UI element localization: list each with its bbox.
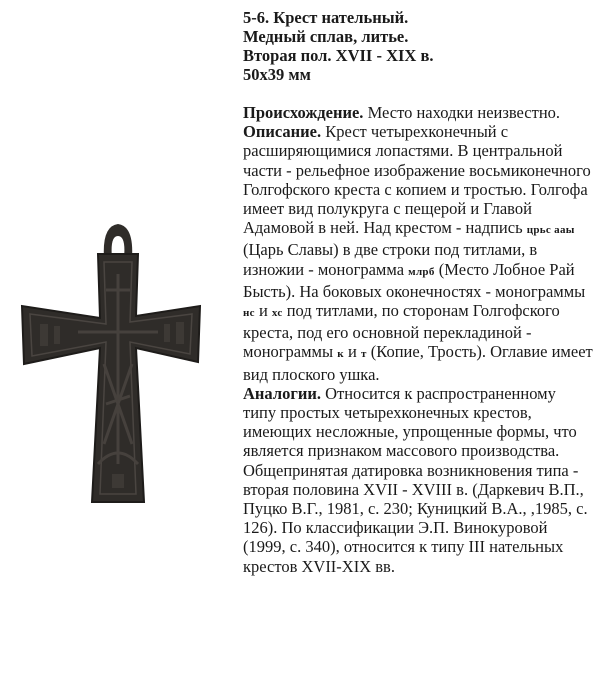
description-text-6: и [343, 342, 361, 362]
slavonic-inscription-1: црьс ааы [526, 224, 575, 237]
catalog-text [243, 8, 593, 576]
catalog-header [243, 8, 593, 84]
catalog-number-title: 5-6. Крест нательный. [243, 8, 409, 27]
description-label: Описание. [243, 122, 322, 142]
slavonic-inscription-4: хс [271, 307, 283, 320]
description-text-3: (Место Лобное Рай Бысть). На боковых оконечностях - монограммы [243, 259, 586, 301]
material-line: Медный сплав, литье. [243, 27, 409, 46]
slavonic-inscription-2: млрб [408, 265, 435, 278]
analogies-label: Аналогии. [243, 383, 321, 403]
origin-text: Место находки неизвестно. [363, 103, 561, 122]
slavonic-inscription-3: нс [243, 307, 255, 320]
slavonic-inscription-5: к [337, 348, 344, 361]
origin-label: Происхождение. [243, 103, 364, 122]
description-text-7: (Копие, Трость). Оглавие имеет вид плоского ушка. [243, 342, 593, 384]
description-text-5: под титлами, по сторонам Голгофского креста, под его основной перекладиной - монограммы [243, 301, 560, 362]
cross-photo [18, 214, 218, 514]
cross-loop [104, 224, 132, 258]
analogies-text: Относится к распространенному типу простых четырехконечных крестов, имеющих несложные, упрощенные формы, что является признаком массового производства. Общепринятая датировка возникновения типа - вторая половина XVII - XVIII в. (Даркевич В.П., Пуцко В.Г., 1981, с. 230; Куницкий В.А., ,1985, с. 126). По классификации Э.П. Винокуровой (1999, с. 340), относится к типу III нательных крестов XVII-XIX вв. [243, 383, 588, 576]
dimensions-line: 50х39 мм [243, 65, 311, 84]
description-text-2: (Царь Славы) в две строки под титлами, в изножии - монограмма [243, 240, 538, 279]
description-text-1: Крест четырехконечный с расширяющимися лопастями. В центральной части - рельефное изображение восьмиконечного Голгофского креста с копием и тростью. Голгофа имеет вид полукруга с пещерой и Главой Адамовой в ней. Над крестом - надпись [243, 122, 591, 238]
slavonic-inscription-6: т [360, 348, 367, 361]
golgotha-cross-relief [78, 274, 158, 464]
description-text-4: и [254, 301, 272, 321]
description-block [243, 103, 593, 576]
date-line: Вторая пол. XVII - XIX в. [243, 46, 434, 65]
